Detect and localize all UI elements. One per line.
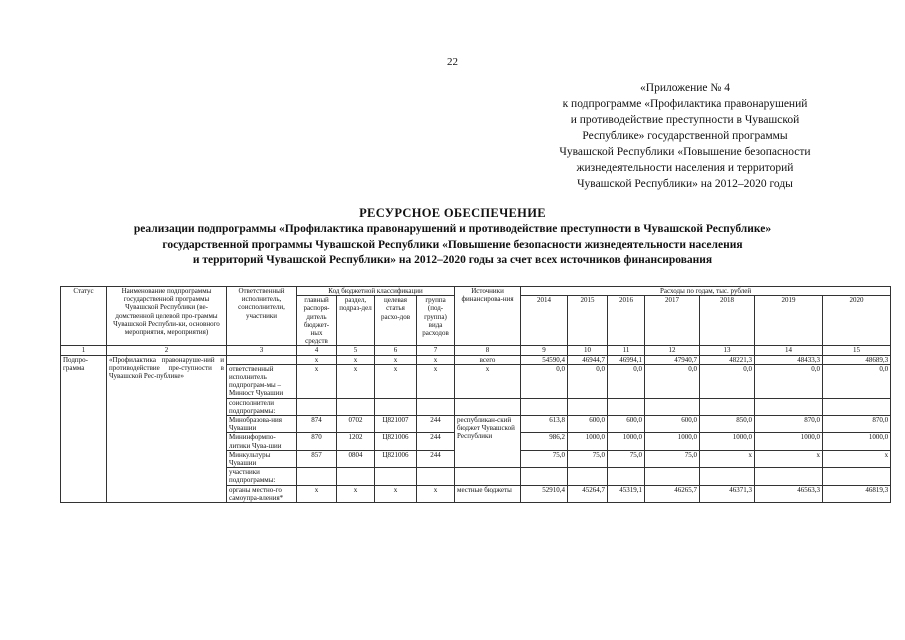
value-cell bbox=[608, 398, 645, 415]
column-number: 7 bbox=[417, 346, 455, 355]
code-gr-cell: 857 bbox=[297, 450, 337, 467]
code-cs-cell bbox=[375, 468, 417, 485]
responsible-cell: Минкультуры Чувашии bbox=[227, 450, 297, 467]
header-code-vr: группа (под-группа) вида расходов bbox=[417, 296, 455, 346]
code-gr-cell: х bbox=[297, 485, 337, 502]
table-row bbox=[61, 355, 891, 364]
value-cell: х bbox=[755, 450, 823, 467]
source-cell: х bbox=[455, 364, 521, 398]
code-rz-cell: 0702 bbox=[337, 416, 375, 433]
header-year: 2014 bbox=[521, 296, 568, 346]
code-cs-cell: Ц821007 bbox=[375, 416, 417, 433]
value-cell: 47940,7 bbox=[645, 355, 700, 364]
source-cell: местные бюджеты bbox=[455, 485, 521, 502]
value-cell: 1000,0 bbox=[645, 433, 700, 450]
value-cell: 0,0 bbox=[823, 364, 891, 398]
code-rz-cell: 0804 bbox=[337, 450, 375, 467]
source-cell: всего bbox=[455, 355, 521, 364]
column-number: 9 bbox=[521, 346, 568, 355]
value-cell bbox=[608, 468, 645, 485]
column-number: 12 bbox=[645, 346, 700, 355]
column-number: 15 bbox=[823, 346, 891, 355]
value-cell bbox=[823, 468, 891, 485]
code-vr-cell: 244 bbox=[417, 433, 455, 450]
value-cell: 46371,3 bbox=[700, 485, 755, 502]
code-gr-cell: 870 bbox=[297, 433, 337, 450]
value-cell: 75,0 bbox=[608, 450, 645, 467]
header-year: 2015 bbox=[568, 296, 608, 346]
value-cell: 600,0 bbox=[645, 416, 700, 433]
value-cell: 46994,1 bbox=[608, 355, 645, 364]
value-cell bbox=[521, 468, 568, 485]
value-cell: 46563,3 bbox=[755, 485, 823, 502]
code-cs-cell: Ц821006 bbox=[375, 433, 417, 450]
header-sources: Источники финансирова-ния bbox=[455, 287, 521, 346]
value-cell: 0,0 bbox=[608, 364, 645, 398]
value-cell bbox=[823, 398, 891, 415]
value-cell: 0,0 bbox=[521, 364, 568, 398]
code-cs-cell: х bbox=[375, 485, 417, 502]
column-number: 3 bbox=[227, 346, 297, 355]
source-cell bbox=[455, 398, 521, 415]
value-cell: 0,0 bbox=[568, 364, 608, 398]
column-number: 6 bbox=[375, 346, 417, 355]
code-rz-cell: х bbox=[337, 364, 375, 398]
value-cell: 870,0 bbox=[755, 416, 823, 433]
header-year: 2017 bbox=[645, 296, 700, 346]
status-cell: Подпро-грамма bbox=[61, 355, 107, 502]
subtitle-line: государственной программы Чувашской Республики «Повышение безопасности жизнедеятельности населения bbox=[162, 238, 743, 251]
header-year: 2019 bbox=[755, 296, 823, 346]
code-rz-cell bbox=[337, 398, 375, 415]
code-cs-cell: Ц821006 bbox=[375, 450, 417, 467]
value-cell: 0,0 bbox=[755, 364, 823, 398]
appendix-line: Чувашской Республики» на 2012–2020 годы bbox=[577, 178, 793, 190]
column-number: 2 bbox=[107, 346, 227, 355]
code-gr-cell: 874 bbox=[297, 416, 337, 433]
header-code-rz: раздел, подраз-дел bbox=[337, 296, 375, 346]
code-cs-cell: х bbox=[375, 355, 417, 364]
code-gr-cell: х bbox=[297, 364, 337, 398]
value-cell bbox=[568, 468, 608, 485]
header-code-cs: целевая статья расхо-дов bbox=[375, 296, 417, 346]
value-cell bbox=[645, 468, 700, 485]
column-number: 14 bbox=[755, 346, 823, 355]
value-cell bbox=[700, 398, 755, 415]
responsible-cell: Минобразова-ния Чувашии bbox=[227, 416, 297, 433]
appendix-line: и противодействие преступности в Чувашской bbox=[570, 114, 800, 126]
page-number: 22 bbox=[447, 56, 458, 68]
column-number: 5 bbox=[337, 346, 375, 355]
document-title: РЕСУРСНОЕ ОБЕСПЕЧЕНИЕ bbox=[359, 206, 546, 220]
document-subtitle bbox=[40, 222, 865, 269]
value-cell: 75,0 bbox=[645, 450, 700, 467]
appendix-line: Чувашской Республики «Повышение безопасности bbox=[559, 146, 811, 158]
column-number: 8 bbox=[455, 346, 521, 355]
code-gr-cell bbox=[297, 468, 337, 485]
value-cell: 46265,7 bbox=[645, 485, 700, 502]
column-number: 10 bbox=[568, 346, 608, 355]
column-number: 4 bbox=[297, 346, 337, 355]
value-cell: 600,0 bbox=[608, 416, 645, 433]
value-cell: 1000,0 bbox=[568, 433, 608, 450]
code-rz-cell: х bbox=[337, 485, 375, 502]
responsible-cell: Мининформпо-литики Чува-шии bbox=[227, 433, 297, 450]
value-cell: 48433,3 bbox=[755, 355, 823, 364]
subprogram-name-cell: «Профилактика правонаруше-ний и противодействие пре-ступности в Чувашской Рес-публике» bbox=[107, 355, 227, 502]
value-cell: 52910,4 bbox=[521, 485, 568, 502]
value-cell: 54590,4 bbox=[521, 355, 568, 364]
column-number: 13 bbox=[700, 346, 755, 355]
appendix-line: жизнедеятельности населения и территорий bbox=[576, 162, 794, 174]
responsible-cell bbox=[227, 355, 297, 364]
header-year: 2018 bbox=[700, 296, 755, 346]
subtitle-line: и территорий Чувашской Республики» на 2012–2020 годы за счет всех источников финансирования bbox=[192, 254, 713, 266]
value-cell: 0,0 bbox=[700, 364, 755, 398]
header-responsible: Ответственный исполнитель, соисполнители, участники bbox=[227, 287, 297, 346]
value-cell: 46944,7 bbox=[568, 355, 608, 364]
value-cell: 986,2 bbox=[521, 433, 568, 450]
value-cell: 0,0 bbox=[645, 364, 700, 398]
value-cell bbox=[700, 468, 755, 485]
column-number-row bbox=[61, 346, 891, 355]
header-year: 2020 bbox=[823, 296, 891, 346]
value-cell: 75,0 bbox=[521, 450, 568, 467]
value-cell bbox=[568, 398, 608, 415]
responsible-cell: ответственный исполнитель подпрограм-мы – Минюст Чувашии bbox=[227, 364, 297, 398]
code-cs-cell: х bbox=[375, 364, 417, 398]
header-name: Наименование подпрограммы государственной программы Чувашской Республики (ве-домственной целевой про-граммы Чувашской Республи-ки, основного мероприятия, мероприятия) bbox=[107, 287, 227, 346]
appendix-line: Республике» государственной программы bbox=[582, 130, 788, 142]
code-rz-cell: 1202 bbox=[337, 433, 375, 450]
appendix-heading bbox=[500, 80, 870, 192]
value-cell: 1000,0 bbox=[823, 433, 891, 450]
header-status: Статус bbox=[61, 287, 107, 346]
code-rz-cell: х bbox=[337, 355, 375, 364]
code-cs-cell bbox=[375, 398, 417, 415]
appendix-line: к подпрограмме «Профилактика правонарушений bbox=[562, 98, 808, 110]
value-cell: х bbox=[700, 450, 755, 467]
value-cell: 46819,3 bbox=[823, 485, 891, 502]
code-rz-cell bbox=[337, 468, 375, 485]
code-vr-cell: х bbox=[417, 485, 455, 502]
value-cell: 75,0 bbox=[568, 450, 608, 467]
value-cell: 45264,7 bbox=[568, 485, 608, 502]
value-cell: 600,0 bbox=[568, 416, 608, 433]
republic-budget-source-cell: республикан-ский бюджет Чувашской Республики bbox=[455, 416, 521, 468]
code-gr-cell bbox=[297, 398, 337, 415]
value-cell: 1000,0 bbox=[608, 433, 645, 450]
value-cell bbox=[521, 398, 568, 415]
subtitle-line: реализации подпрограммы «Профилактика правонарушений и противодействие преступности в Чувашской Республике» bbox=[133, 223, 772, 235]
value-cell: х bbox=[823, 450, 891, 467]
code-vr-cell: 244 bbox=[417, 416, 455, 433]
header-year: 2016 bbox=[608, 296, 645, 346]
responsible-cell: органы местно-го самоупра-вления* bbox=[227, 485, 297, 502]
appendix-line: «Приложение № 4 bbox=[640, 82, 730, 94]
code-gr-cell: х bbox=[297, 355, 337, 364]
responsible-cell: соисполнители подпрограммы: bbox=[227, 398, 297, 415]
code-vr-cell bbox=[417, 468, 455, 485]
value-cell: 48689,3 bbox=[823, 355, 891, 364]
column-number: 1 bbox=[61, 346, 107, 355]
code-vr-cell: х bbox=[417, 355, 455, 364]
responsible-cell: участники подпрограммы: bbox=[227, 468, 297, 485]
value-cell: 48221,3 bbox=[700, 355, 755, 364]
value-cell bbox=[755, 398, 823, 415]
header-expenses: Расходы по годам, тыс. рублей bbox=[521, 287, 891, 296]
header-budget-code: Код бюджетной классификации bbox=[297, 287, 455, 296]
code-vr-cell: х bbox=[417, 364, 455, 398]
value-cell: 850,0 bbox=[700, 416, 755, 433]
column-number: 11 bbox=[608, 346, 645, 355]
header-code-gr: главный распоря-дитель бюджет-ных средств bbox=[297, 296, 337, 346]
value-cell: 1000,0 bbox=[755, 433, 823, 450]
value-cell: 1000,0 bbox=[700, 433, 755, 450]
source-cell bbox=[455, 468, 521, 485]
value-cell bbox=[645, 398, 700, 415]
value-cell: 45319,1 bbox=[608, 485, 645, 502]
resource-table bbox=[60, 286, 891, 503]
table-header-row bbox=[61, 287, 891, 296]
value-cell bbox=[755, 468, 823, 485]
value-cell: 870,0 bbox=[823, 416, 891, 433]
code-vr-cell: 244 bbox=[417, 450, 455, 467]
code-vr-cell bbox=[417, 398, 455, 415]
value-cell: 613,8 bbox=[521, 416, 568, 433]
